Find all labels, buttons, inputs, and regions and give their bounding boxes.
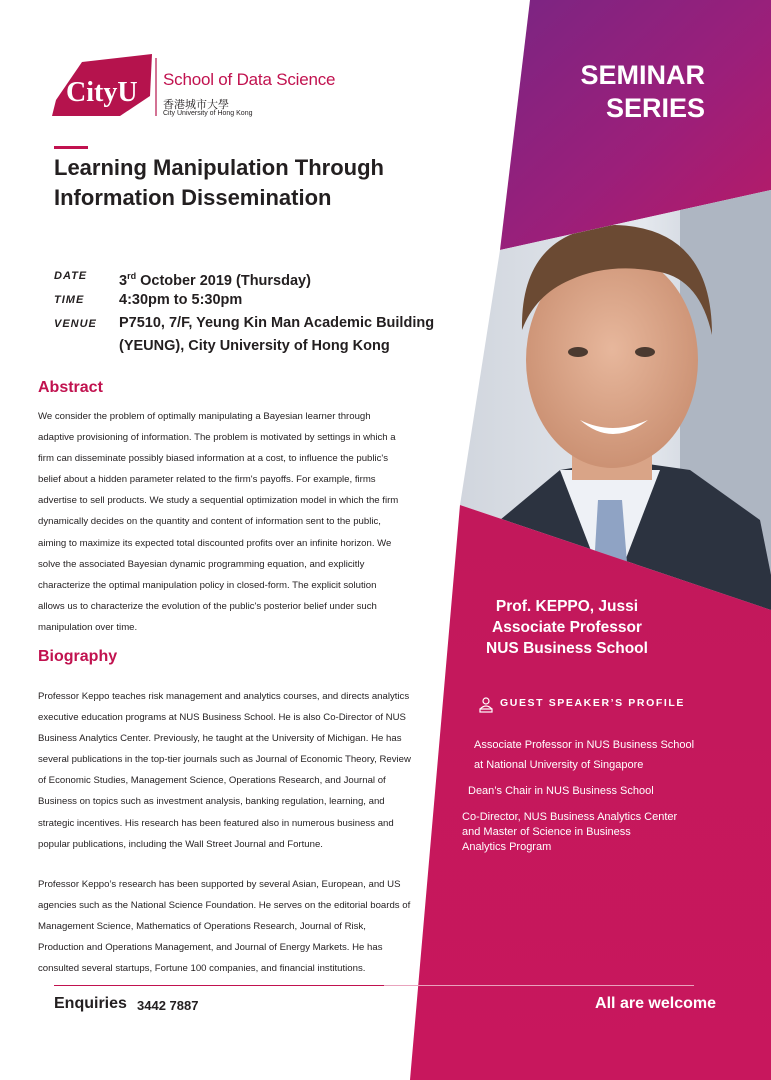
abstract-line: aiming to maximize its expected total discounted profits over an infinite horizon. We <box>38 537 392 549</box>
profile-item-1 <box>474 735 694 775</box>
abstract-line: firm can disseminate possibly biased information at a cost, to influence the public's <box>38 453 389 465</box>
time-label: TIME <box>54 294 85 306</box>
biography-line: executive education programs at NUS Business School. He is also Co-Director of NUS <box>38 712 406 724</box>
profile-item-2: Dean’s Chair in NUS Business School <box>468 785 654 797</box>
biography-line: Production and Operations Management, and Journal of Energy Markets. He has <box>38 942 383 954</box>
venue-line-2: (YEUNG), City University of Hong Kong <box>119 338 390 354</box>
profile-item-3-line-1: Co-Director, NUS Business Analytics Center <box>462 811 678 823</box>
biography-paragraph-2 <box>38 874 438 979</box>
biography-line: strategic incentives. His research has been featured also in numerous business and <box>38 817 394 829</box>
date-day: 3 <box>119 272 128 289</box>
footer-divider-right <box>384 985 694 986</box>
date-label: DATE <box>54 270 88 282</box>
profile-heading: GUEST SPEAKER’S PROFILE <box>500 697 685 709</box>
abstract-line: allows us to characterize the evolution of the public's posterior belief under such <box>38 600 377 612</box>
biography-heading: Biography <box>38 648 118 665</box>
biography-line: consulted several startups, Fortune 100 companies, and financial institutions. <box>38 963 366 975</box>
venue-line-1: P7510, 7/F, Yeung Kin Man Academic Building <box>119 315 435 331</box>
biography-paragraph-1 <box>38 686 438 855</box>
school-name: School of Data Science <box>163 70 336 89</box>
abstract-body <box>38 406 438 638</box>
abstract-line: advertise to sell products. We study a sequential optimization model in which the firm <box>38 495 399 507</box>
venue-label: VENUE <box>54 318 97 330</box>
biography-line: Business Analytics Center. Previously, he taught at the University of Michigan. He has <box>38 733 402 745</box>
logo-mark-text: CityU <box>66 77 138 108</box>
biography-line: Professor Keppo teaches risk management and analytics courses, and directs analytics <box>38 691 410 702</box>
abstract-line: dynamically decides on the quantity and content of information sent to the public, <box>38 516 381 528</box>
time-value: 4:30pm to 5:30pm <box>119 292 243 308</box>
university-english-name: City University of Hong Kong <box>163 110 253 117</box>
biography-line: Business on topics such as investment analysis, banking regulation, learning, and <box>38 796 385 808</box>
banner-line-2: SERIES <box>605 93 705 123</box>
abstract-line: belief about a hidden parameter related to the firm's payoffs. For example, firms <box>38 474 376 486</box>
venue-value <box>119 312 449 358</box>
speaker-position: Associate Professor <box>492 619 642 636</box>
profile-item-1-line-1: Associate Professor in NUS Business School <box>474 739 695 751</box>
profile-item-3-line-2: and Master of Science in Business <box>462 826 631 838</box>
profile-item-1-line-2: at National University of Singapore <box>474 759 644 771</box>
profile-item-3 <box>462 810 677 855</box>
abstract-line: characterize the optimal manipulation policy in closed-form. The explicit solution <box>38 579 377 591</box>
abstract-line: solve the associated Bayesian dynamic programming equation, and explicitly <box>38 558 365 570</box>
biography-line: agencies such as the National Science Foundation. He serves on the editorial boards of <box>38 900 411 912</box>
enquiries-number: 3442 7887 <box>137 998 199 1013</box>
speaker-block <box>462 596 672 659</box>
title-accent-rule <box>54 146 88 149</box>
biography-line: popular publications, including the Wall Street Journal and Fortune. <box>38 838 323 850</box>
talk-title-line-2: Information Dissemination <box>54 185 332 210</box>
abstract-line: manipulation over time. <box>38 621 138 633</box>
university-chinese-name: 香港城市大學 <box>163 98 229 111</box>
abstract-line: adaptive provisioning of information. The problem is motivated by settings in which a <box>38 432 396 444</box>
biography-line: Management Science, Mathematics of Operations Research, Journal of Risk, <box>38 921 366 933</box>
speaker-name: Prof. KEPPO, Jussi <box>495 598 639 615</box>
seminar-series-banner <box>540 59 705 125</box>
date-suffix: rd <box>127 271 137 281</box>
footer-divider <box>54 985 384 986</box>
enquiries-label: Enquiries <box>54 995 127 1012</box>
profile-item-3-line-3: Analytics Program <box>462 841 552 853</box>
biography-line: Professor Keppo’s research has been supported by several Asian, European, and US <box>38 879 401 890</box>
abstract-line: We consider the problem of optimally manipulating a Bayesian learner through <box>38 411 371 422</box>
all-welcome-text: All are welcome <box>595 995 716 1012</box>
abstract-heading: Abstract <box>38 379 103 396</box>
banner-line-1: SEMINAR <box>580 60 705 90</box>
talk-title <box>54 153 474 213</box>
talk-title-line-1: Learning Manipulation Through <box>54 155 384 180</box>
speaker-profile-icon <box>478 697 494 714</box>
speaker-affiliation: NUS Business School <box>486 640 648 657</box>
date-rest: October 2019 (Thursday) <box>136 272 311 289</box>
biography-line: of Economic Studies, Management Science, Operations Research, and Journal of <box>38 775 386 787</box>
biography-line: several publications in the top-tier journals such as Journal of Economic Theory, Review <box>38 754 411 766</box>
